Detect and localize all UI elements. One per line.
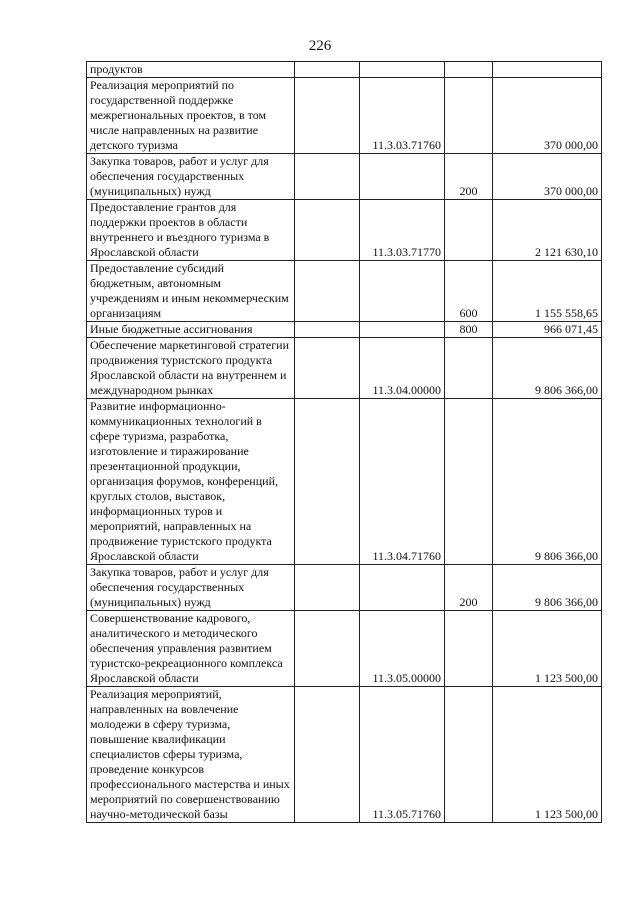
row-code: 11.3.04.00000 [360,338,445,399]
budget-table-body [87,62,602,823]
row-amount: 370 000,00 [493,78,602,154]
page-number: 226 [308,38,332,54]
row-expense-type: 200 [445,154,493,200]
row-expense-type [445,687,493,823]
table-row [87,62,602,78]
row-blank-cell [295,200,360,261]
row-name: Предоставление субсидий бюджетным, автономным учреждениям и иным некоммерческим организациям [87,261,295,322]
row-code [360,261,445,322]
table-row [87,338,602,399]
row-blank-cell [295,611,360,687]
row-amount: 1 123 500,00 [493,611,602,687]
table-row [87,154,602,200]
row-amount: 1 155 558,65 [493,261,602,322]
row-code [360,565,445,611]
table-row [87,78,602,154]
row-blank-cell [295,322,360,338]
row-expense-type [445,200,493,261]
row-blank-cell [295,565,360,611]
row-name: Предоставление грантов для поддержки проектов в области внутреннего и въездного туризма в Ярославской области [87,200,295,261]
row-expense-type: 200 [445,565,493,611]
row-name: Обеспечение маркетинговой стратегии продвижения туристского продукта Ярославской области на внутреннем и международном рынках [87,338,295,399]
row-name: Реализация мероприятий по государственной поддержке межрегиональных проектов, в том числе направленных на развитие детского туризма [87,78,295,154]
row-name: Совершенствование кадрового, аналитического и методического обеспечения управления развитием туристско-рекреационного комплекса Ярославской области [87,611,295,687]
table-row [87,399,602,565]
row-expense-type [445,338,493,399]
row-expense-type [445,78,493,154]
row-amount: 370 000,00 [493,154,602,200]
row-expense-type [445,611,493,687]
row-amount: 9 806 366,00 [493,338,602,399]
row-blank-cell [295,261,360,322]
table-row [87,200,602,261]
table-row [87,261,602,322]
row-blank-cell [295,399,360,565]
table-row [87,611,602,687]
row-amount: 2 121 630,10 [493,200,602,261]
row-blank-cell [295,62,360,78]
row-name: Иные бюджетные ассигнования [87,322,295,338]
row-code: 11.3.05.00000 [360,611,445,687]
row-amount: 966 071,45 [493,322,602,338]
row-name: Закупка товаров, работ и услуг для обеспечения государственных (муниципальных) нужд [87,565,295,611]
row-blank-cell [295,687,360,823]
row-expense-type: 800 [445,322,493,338]
row-name: Закупка товаров, работ и услуг для обеспечения государственных (муниципальных) нужд [87,154,295,200]
row-expense-type [445,399,493,565]
row-code: 11.3.05.71760 [360,687,445,823]
row-amount: 9 806 366,00 [493,399,602,565]
row-code [360,322,445,338]
row-code: 11.3.03.71770 [360,200,445,261]
table-row [87,565,602,611]
row-code [360,62,445,78]
row-blank-cell [295,338,360,399]
table-row [87,687,602,823]
row-code: 11.3.03.71760 [360,78,445,154]
budget-table [86,61,602,823]
row-expense-type: 600 [445,261,493,322]
row-amount: 1 123 500,00 [493,687,602,823]
row-name: продуктов [87,62,295,78]
row-name: Развитие информационно-коммуникационных технологий в сфере туризма, разработка, изготовление и тиражирование презентационной продукции, организация форумов, конференций, круглых столов, выставок, информационных туров и мероприятий, направленных на продвижение туристского продукта Ярославской области [87,399,295,565]
row-blank-cell [295,78,360,154]
row-blank-cell [295,154,360,200]
row-amount [493,62,602,78]
row-expense-type [445,62,493,78]
row-amount: 9 806 366,00 [493,565,602,611]
row-name: Реализация мероприятий, направленных на вовлечение молодежи в сферу туризма, повышение квалификации специалистов сферы туризма, проведение конкурсов профессионального мастерства и иных мероприятий по совершенствованию научно-методической базы [87,687,295,823]
row-code: 11.3.04.71760 [360,399,445,565]
table-row [87,322,602,338]
row-code [360,154,445,200]
